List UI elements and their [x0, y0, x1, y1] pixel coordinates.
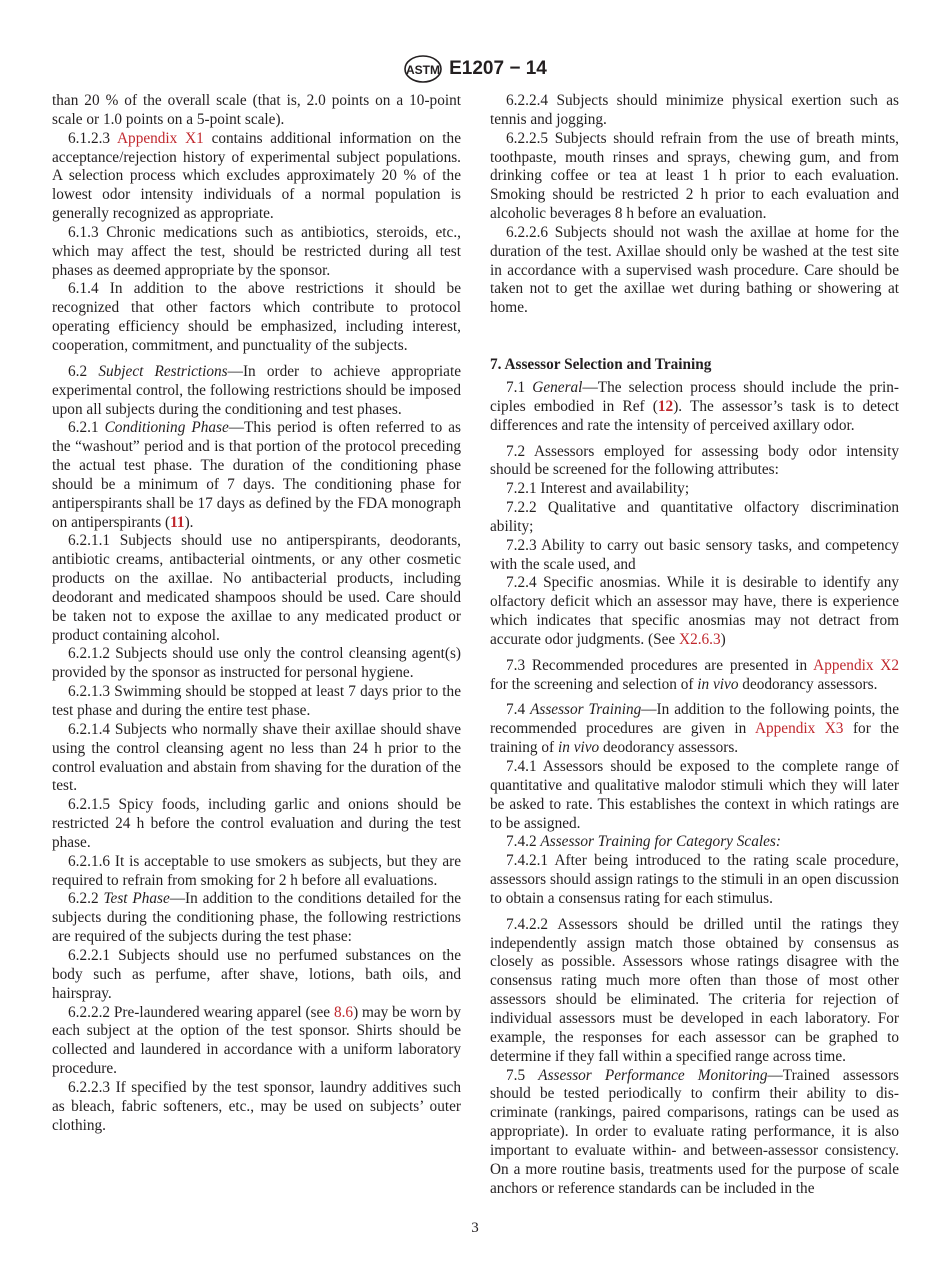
svg-text:ASTM: ASTM [406, 63, 441, 77]
text: —This period is often referred to as the “washout” period and is that portion of the protocol preceding the actual test phase. The duration of the conditioning phase should be a minimum of 7 days. The conditioning phase for antiperspirants shall be 17 days as defined by the FDA monograph on antiperspirants ( [52, 419, 462, 531]
text: contains additional information on the acceptance/rejection history of experimental subject populations. A selection process which excludes approximately 20 % of the lowest odor intensity individuals of a normal population is generally recognized as appropriate. [52, 129, 461, 223]
text: deodorancy assessors. [599, 739, 739, 757]
italic-text: Subject Restrictions [98, 362, 228, 380]
text: 6.2.2.3 If specified by the test sponsor, laundry additives such as bleach, fabric softeners, etc., may be used on subjects’ outer clothing. [52, 1078, 461, 1134]
text: 6.1.4 In addition to the above restrictions it should be recognized that other factors which contribute to protocol operating efficiency should be emphasized, including interest, cooperation, commitment, and punctuality of the subjects. [52, 280, 461, 354]
text: 7.5 [506, 1066, 539, 1084]
paragraph [490, 379, 899, 436]
paragraph [490, 480, 899, 499]
text: 6.2.1.5 Spicy foods, including garlic and onions should be restricted 24 h before the control evaluation and during the test phase. [52, 796, 461, 851]
reference-link[interactable]: Appendix X2 [813, 656, 899, 674]
paragraph [52, 419, 461, 532]
text: 6.2.2.4 Subjects should minimize physical exertion such as tennis and jogging. [490, 92, 899, 128]
text: 6.2.1.2 Subjects should use only the control cleansing agent(s) provided by the sponsor as instructed for personal hygiene. [52, 645, 461, 682]
text: 7. Assessor Selection and Training [490, 356, 712, 374]
paragraph [52, 796, 461, 853]
text: for the screening and selection of [490, 675, 698, 693]
document-id: E1207 − 14 [449, 58, 547, 79]
text: 6.2.2.1 Subjects should use no perfumed substances on the body such as perfume, after shave, lotions, bath oils, and hairspray. [52, 946, 461, 1002]
text: 7.1 [506, 378, 533, 396]
text: deodorancy assessors. [738, 675, 878, 693]
paragraph [490, 657, 899, 695]
reference-link[interactable]: 11 [170, 513, 185, 531]
text: 6.2.1.6 It is acceptable to use smokers as subjects, but they are required to refrain from smoking for 2 h before all evaluations. [52, 852, 461, 889]
paragraph [52, 92, 461, 130]
paragraph [52, 363, 461, 420]
section-heading [490, 356, 899, 375]
italic-text: Conditioning Phase [104, 419, 229, 437]
paragraph [490, 1067, 899, 1199]
astm-logo-icon [403, 54, 443, 84]
text: ). [184, 513, 194, 531]
text: 7.4.2.1 After being introduced to the rating scale procedure, assessors should assign ratings to the stimuli in an open discussion to obtain a consensus rating for each stimulus. [490, 852, 899, 907]
paragraph [490, 833, 899, 852]
text: 6.1.3 Chronic medications such as antibiotics, steroids, etc., which may affect the test, should be restricted during all test phases as deemed appropriate by the sponsor. [52, 223, 461, 279]
paragraph [52, 1079, 461, 1136]
reference-link[interactable]: 12 [657, 397, 674, 415]
italic-text: in vivo [557, 739, 600, 757]
text: ). The assessor’s task is to detect differences and rate the intensity of perceived axillary odor. [490, 397, 899, 434]
text: ) [720, 630, 726, 648]
italic-text: Assessor Performance Monitoring [538, 1066, 768, 1084]
text: 6.2.1.1 Subjects should use no antiperspirants, deodorants, antibiotic creams, antibacterial ointments, or any other cosmetic products on the axillae. No antibacterial products, including deodorant and medicated shampoos should be used. Care should be taken not to expose the axillae to any medicated product or product containing alcohol. [52, 532, 461, 644]
text: 6.2.1.3 Swimming should be stopped at least 7 days prior to the test phase and during the entire test phase. [52, 683, 461, 719]
paragraph [490, 92, 899, 130]
italic-text: General [532, 378, 583, 396]
text: —In order to achieve appropriate experimental control, the following restrictions should be imposed upon all subjects during the conditioning and test phases. [52, 362, 461, 418]
text: 7.2.2 Qualitative and quantitative olfactory discrimination ability; [490, 499, 899, 535]
italic-text: Assessor Training [530, 701, 642, 719]
paragraph [490, 130, 899, 224]
text: 7.2.3 Ability to carry out basic sensory tasks, and competency with the scale used, and [490, 536, 899, 573]
paragraph [490, 852, 899, 909]
italic-text: in vivo [697, 675, 739, 693]
text: —Trained assessors should be tested periodically to confirm their ability to discriminate (rankings, paired comparisons, ratings can be used as appropriate). In order to evaluate rating performance, it is also important to evaluate within- and between-assessor consistency. On a more routine basis, treatments used for the purpose of scale anchors or reference standards can be included in the [490, 1066, 899, 1197]
text: for the training of [490, 720, 899, 757]
text: —In addition to the conditions detailed for the subjects during the conditioning phase, the following restrictions are required of the subjects during the test phase: [52, 890, 462, 946]
paragraph [52, 280, 461, 355]
paragraph [490, 224, 899, 318]
page-header [0, 54, 950, 84]
page-number: 3 [471, 1220, 479, 1236]
italic-text: Test Phase [103, 890, 170, 908]
text: 7.4 [506, 701, 531, 719]
text: 6.2.1 [68, 419, 105, 437]
paragraph [52, 224, 461, 281]
paragraph [490, 916, 899, 1067]
paragraph [52, 721, 461, 796]
italic-text: Assessor Training for Category Scales: [540, 833, 781, 851]
paragraph [52, 683, 461, 721]
paragraph [490, 537, 899, 575]
text: —In addition to the following points, the recommended procedures are given in [490, 701, 899, 738]
text: ) may be worn by each subject at the option of the test sponsor. Shirts should be collected and laundered in accordance with a uniform laboratory procedure. [52, 1003, 461, 1078]
reference-link[interactable]: Appendix X1 [117, 129, 204, 147]
text: 6.2.2.2 Pre-laundered wearing apparel (see [68, 1003, 334, 1021]
paragraph [490, 443, 899, 481]
paragraph [490, 701, 899, 758]
text: 6.2.2 [68, 890, 104, 908]
paragraph [490, 758, 899, 833]
paragraph [490, 574, 899, 649]
paragraph [52, 645, 461, 683]
reference-link[interactable]: Appendix X3 [754, 720, 844, 738]
text: 6.2.2.5 Subjects should refrain from the use of breath mints, toothpaste, mouth rinses and sprays, chewing gum, and from drinking coffee or tea at least 1 h prior to each evaluation. Smoking should be restricted 2 h prior to each evaluation and alcoholic beverages 8 h before an evaluation. [490, 129, 899, 223]
paragraph [490, 499, 899, 537]
text: 6.2 [68, 362, 99, 380]
text: 7.4.1 Assessors should be exposed to the complete range of quantitative and qualitative malodor stimuli which they will later be asked to rate. This establishes the context in which ratings are to be assigned. [490, 758, 899, 832]
text: 7.2.1 Interest and availability; [506, 480, 690, 498]
text: 6.2.1.4 Subjects who normally shave their axillae should shave using the control cleansing agent no less than 24 h prior to the control evaluation and abstain from shaving for the duration of the test. [52, 720, 461, 795]
text: 7.4.2.2 Assessors should be drilled until the ratings they independently assign match those obtained by consensus as closely as possible. Assessors whose ratings disagree with the consensus rating much more often than those of most other assessors should be eliminated. The criteria for rejection of individual assessors must be developed in each laboratory. For example, the responses for each assessor can be graphed to determine if they fall within a specified range across time. [490, 915, 899, 1065]
right-column [490, 92, 899, 1198]
text: than 20 % of the overall scale (that is, 2.0 points on a 10-point scale or 1.0 points on a 5-point scale). [52, 92, 461, 128]
paragraph [52, 853, 461, 891]
text: 6.1.2.3 [68, 129, 117, 147]
text: 7.4.2 [506, 833, 541, 851]
paragraph [52, 532, 461, 645]
paragraph [52, 1004, 461, 1079]
left-column [52, 92, 461, 1135]
text: 7.2.4 Specific anosmias. While it is desirable to identify any olfactory deficit which an assessor may have, there is experience which indicates that specific anosmias may not detract from accurate odor judgments. (See [490, 574, 899, 648]
text: 7.3 Recommended procedures are presented in [506, 656, 814, 674]
reference-link[interactable]: 8.6 [333, 1003, 354, 1021]
paragraph [52, 130, 461, 224]
paragraph [52, 947, 461, 1004]
reference-link[interactable]: X2.6.3 [679, 630, 721, 648]
text: 7.2 Assessors employed for assessing body odor intensity should be screened for the following attributes: [490, 442, 899, 479]
text: —The selection process should include the principles embodied in Ref ( [490, 378, 900, 415]
paragraph [52, 890, 461, 947]
text: 6.2.2.6 Subjects should not wash the axillae at home for the duration of the test. Axillae should only be washed at the test site in accordance with a supervised wash procedure. Care should be taken not to get the axillae wet during bathing or showering at home. [490, 223, 899, 317]
